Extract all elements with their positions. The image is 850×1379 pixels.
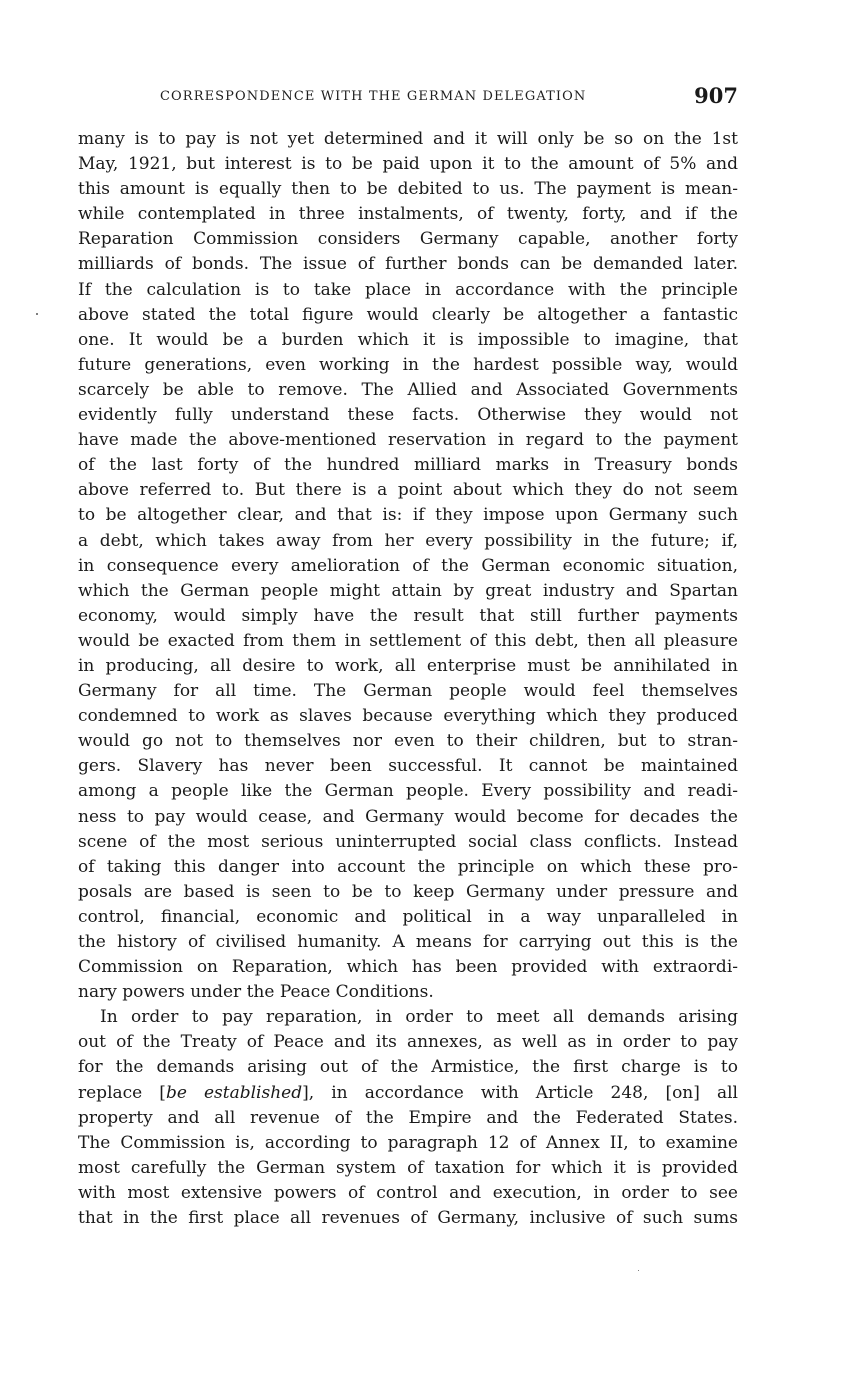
text-line: among a people like the German people. Every possibility and readi- (78, 781, 738, 802)
text-line: most carefully the German system of taxation for which it is provided (78, 1157, 738, 1178)
paragraph-1 (78, 127, 738, 1005)
text-line: a debt, which takes away from her every possibility in the future; if, (78, 530, 738, 551)
running-title: CORRESPONDENCE WITH THE GERMAN DELEGATION (160, 89, 587, 104)
text-line: scene of the most serious uninterrupted social class conflicts. Instead (78, 831, 738, 852)
text-line: Commission on Reparation, which has been provided with extraordi- (78, 957, 738, 978)
text-line: with most extensive powers of control and execution, in order to see (78, 1182, 738, 1203)
text-line: have made the above-mentioned reservation in regard to the payment (78, 430, 738, 451)
text-line: In order to pay reparation, in order to meet all demands arising (100, 1007, 738, 1028)
text-line: milliards of bonds. The issue of further bonds can be demanded later. (78, 254, 738, 275)
body-text (78, 127, 738, 1231)
page-number: 907 (694, 83, 738, 108)
text-line: above stated the total figure would clearly be altogether a fantastic (78, 304, 738, 325)
text-line: in producing, all desire to work, all enterprise must be annihilated in (78, 655, 738, 676)
text-line: to be altogether clear, and that is: if they impose upon Germany such (78, 505, 738, 526)
text-line: If the calculation is to take place in accordance with the principle (78, 279, 738, 300)
text-line: control, financial, economic and political in a way unparalleled in (78, 906, 738, 927)
text-line: scarcely be able to remove. The Allied and Associated Governments (78, 379, 738, 400)
text-line: would go not to themselves nor even to their children, but to stran- (78, 731, 738, 752)
text-line: one. It would be a burden which it is impossible to imagine, that (78, 329, 738, 350)
text-line: for the demands arising out of the Armistice, the first charge is to (78, 1057, 738, 1078)
text-line: of taking this danger into account the principle on which these pro- (78, 856, 738, 877)
text-line: The Commission is, according to paragraph 12 of Annex II, to examine (78, 1132, 738, 1153)
text-line: above referred to. But there is a point about which they do not seem (78, 480, 738, 501)
text-line: would be exacted from them in settlement of this debt, then all pleasure (78, 630, 738, 651)
text-line: many is to pay is not yet determined and it will only be so on the 1st (78, 129, 738, 149)
running-header (78, 83, 738, 113)
text-line: the history of civilised humanity. A means for carrying out this is the (78, 932, 738, 952)
text-line: of the last forty of the hundred milliard marks in Treasury bonds (78, 455, 738, 476)
text-line: condemned to work as slaves because everything which they produced (78, 706, 738, 727)
text-line: property and all revenue of the Empire and the Federated States. (78, 1107, 738, 1128)
text-line: ness to pay would cease, and Germany would become for decades the (78, 806, 738, 827)
text-line: gers. Slavery has never been successful. It cannot be maintained (78, 756, 738, 777)
text-line: in consequence every amelioration of the German economic situation, (78, 555, 738, 576)
text-line: posals are based is seen to be to keep Germany under pressure and (78, 881, 738, 902)
text-line: this amount is equally then to be debited to us. The payment is mean- (78, 179, 738, 200)
document-page (78, 0, 738, 1379)
scan-speck (36, 313, 38, 315)
text-line: replace [be established], in accordance with Article 248, [on] all (78, 1082, 738, 1103)
text-line: May, 1921, but interest is to be paid upon it to the amount of 5% and (78, 154, 738, 175)
text-line: future generations, even working in the hardest possible way, would (78, 354, 738, 375)
text-line: while contemplated in three instalments, of twenty, forty, and if the (78, 204, 738, 225)
text-line: that in the first place all revenues of Germany, inclusive of such sums (78, 1208, 738, 1229)
scan-speck (638, 1270, 639, 1271)
text-line: out of the Treaty of Peace and its annexes, as well as in order to pay (78, 1032, 738, 1053)
text-line: economy, would simply have the result that still further payments (78, 605, 738, 626)
text-line: which the German people might attain by great industry and Spartan (78, 580, 738, 601)
paragraph-2 (78, 1005, 738, 1231)
text-line: Reparation Commission considers Germany capable, another forty (78, 229, 738, 250)
text-line: Germany for all time. The German people would feel themselves (78, 681, 738, 702)
text-line: evidently fully understand these facts. Otherwise they would not (78, 405, 738, 426)
editorial-insertion: be established (165, 1082, 303, 1103)
text-line: nary powers under the Peace Conditions. (78, 982, 434, 1003)
